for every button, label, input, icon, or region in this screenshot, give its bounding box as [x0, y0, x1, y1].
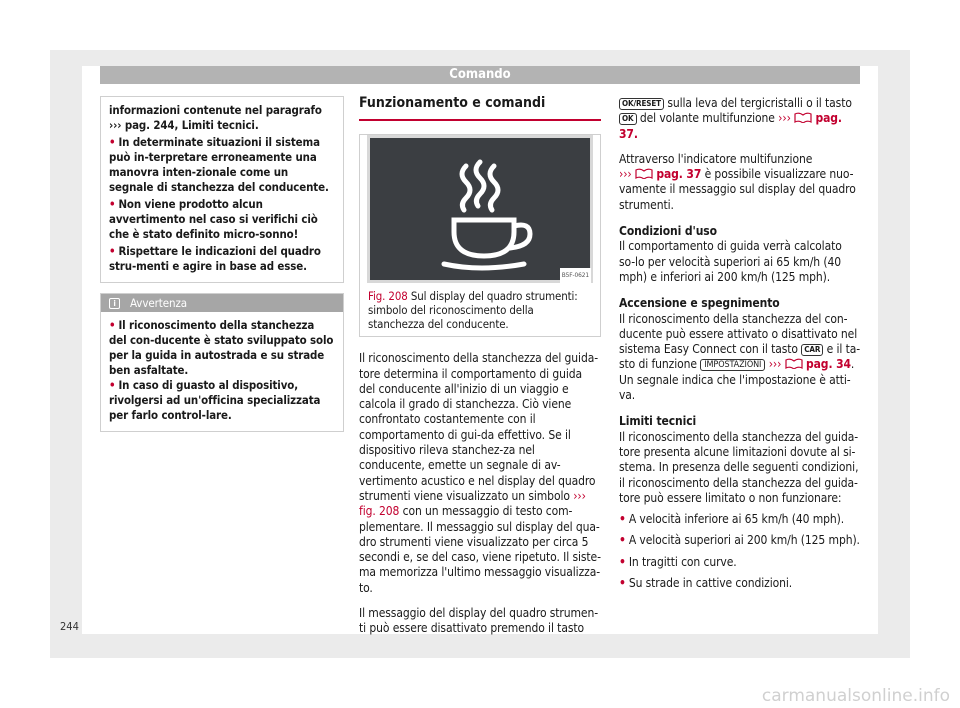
bullet-icon: •	[109, 197, 116, 211]
warning-item-text: Rispettare le indicazioni del quadro stru-menti e agire in base ad esse.	[109, 244, 321, 273]
ok-key-icon: OK	[619, 113, 637, 125]
list-item-text: Su strade in cattive condizioni.	[628, 576, 793, 591]
settings-key-icon: IMPOSTAZIONI	[700, 359, 765, 371]
paragraph: Il riconoscimento della stanchezza del guida-tore presenta alcune limitazioni dovute al si-stema. In presenza delle seguenti condizioni, il riconoscimento della stanchezza del guida-tore può essere limitato o non funzionare:	[619, 429, 859, 505]
column-left	[100, 96, 344, 432]
paragraph: Il comportamento di guida verrà calcolato so-lo per velocità superiori ai 65 km/h (40 mph) e inferiori ai 200 km/h (125 mph).	[619, 239, 842, 284]
book-icon	[785, 358, 803, 369]
list-item	[619, 512, 861, 527]
page-reference[interactable]: pag. 34	[806, 357, 851, 372]
info-icon: i	[109, 298, 120, 309]
figure-caption-text: Sul display del quadro strumenti: simbolo del riconoscimento della stanchezza del conducente.	[368, 289, 578, 332]
figure-208	[359, 134, 601, 337]
car-key-icon: CAR	[801, 344, 823, 356]
paragraph-text: e il ta-sto di funzione	[619, 342, 861, 372]
page-reference[interactable]: pag. 37	[656, 167, 702, 182]
subheading: Limiti tecnici	[619, 414, 697, 429]
list-item	[619, 533, 861, 548]
paragraph	[619, 96, 861, 142]
bullet-icon: •	[109, 135, 116, 149]
note-item-text: In caso di guasto al dispositivo, rivolgersi ad un'officina specializzata per farlo control-lare.	[109, 378, 321, 422]
page-number: 244	[60, 620, 79, 633]
note-header	[101, 294, 343, 312]
warning-box	[100, 96, 344, 283]
section-body	[359, 351, 601, 636]
ref-arrows: ›››	[778, 111, 791, 126]
ref-arrows: ›››	[768, 357, 782, 372]
section-title: Funzionamento e comandi	[359, 96, 601, 121]
warning-intro: informazioni contenute nel paragrafo ››› pag. 244, Limiti tecnici.	[109, 103, 322, 132]
warning-item	[109, 197, 335, 242]
note-item-text: Il riconoscimento della stanchezza del con-ducente è stato sviluppato solo per la guida in autostrada e su strade ben asfaltate.	[109, 318, 334, 377]
list-item-text: A velocità superiori ai 200 km/h (125 mph).	[628, 533, 860, 548]
figure-link[interactable]: ››› fig. 208	[359, 488, 586, 519]
list-item-text: In tragitti con curve.	[628, 554, 737, 569]
list-item	[619, 576, 861, 591]
paragraph-text: Attraverso l'indicatore multifunzione	[619, 151, 813, 166]
paragraph	[619, 152, 861, 213]
paragraph: Il messaggio del display del quadro strumen-ti può essere disattivato premendo il tasto	[359, 606, 599, 636]
page-reference[interactable]: pag. 37.	[619, 111, 842, 141]
bullet-icon: •	[619, 533, 626, 548]
bullet-icon: •	[109, 244, 116, 258]
column-right	[619, 96, 861, 591]
page-header: Comando	[100, 66, 860, 84]
subheading: Accensione e spegnimento	[619, 296, 780, 311]
paragraph	[619, 312, 861, 404]
bullet-icon: •	[109, 318, 116, 332]
note-item	[109, 318, 335, 378]
bullet-icon: •	[619, 512, 626, 527]
book-icon	[635, 168, 653, 179]
paragraph-text: Il riconoscimento della stanchezza del guida-tore determina il comportamento di guida del conducente all'inizio di un viaggio e calcola il grado di stanchezza. Ciò viene confrontato costantemente con il comportamento di gui-da effettivo. Se il dispositivo rileva stanchez-za nel conducente, emette un segnale di av-vertimento acustico e nel display del quadro strumenti viene visualizzato un simbolo	[359, 351, 599, 503]
paragraph-text: . Un segnale indica che l'impostazione è atti-va.	[619, 357, 855, 403]
book-icon	[794, 112, 812, 123]
list-item	[619, 555, 861, 570]
figure-image	[367, 135, 593, 283]
note-item	[109, 378, 335, 423]
note-body	[101, 312, 343, 431]
paragraph-text: sulla leva del tergicristalli o il tasto	[667, 96, 852, 110]
coffee-cup-icon	[370, 138, 590, 280]
warning-item-text: Non viene prodotto alcun avvertimento nel caso si verifichi ciò che è stato definito micro-sonno!	[109, 197, 318, 241]
list-item-text: A velocità inferiore ai 65 km/h (40 mph).	[628, 512, 845, 527]
ref-arrows: ›››	[619, 167, 632, 182]
column-middle	[359, 96, 601, 637]
paragraph-text: del volante multifunzione	[639, 111, 775, 126]
warning-item-text: In determinate situazioni il sistema può in-terpretare erroneamente una manovra inten-zionale come un segnale di stanchezza del conducente.	[109, 135, 329, 194]
paragraph-text: con un messaggio di testo com-plementare. Il messaggio sul display del qua-dro strumenti viene visualizzato per circa 5 secondi e, se del caso, viene ripetuto. Il siste-ma memorizza l'ultimo messaggio visualizza-to.	[359, 504, 601, 595]
figure-label: Fig. 208	[368, 289, 408, 304]
warning-item	[109, 244, 335, 274]
watermark: carmanualsonline.info	[761, 686, 950, 706]
paragraph-text: è possibile visualizzare nuo-vamente il messaggio sul display del quadro strumenti.	[619, 167, 856, 212]
bullet-icon: •	[619, 576, 626, 591]
bullet-icon: •	[109, 378, 116, 392]
bullet-icon: •	[619, 554, 626, 569]
instrument-display	[370, 138, 590, 280]
note-title: Avvertenza	[130, 296, 188, 310]
note-box	[100, 293, 344, 432]
figure-caption	[360, 283, 600, 331]
paragraph	[359, 351, 601, 596]
paragraph-text: Il riconoscimento della stanchezza del con-ducente può essere attivato o disattivato nel sistema Easy Connect con il tasto	[619, 311, 858, 357]
figure-code: B5F-0621	[560, 268, 591, 283]
warning-item	[109, 135, 335, 195]
subheading: Condizioni d'uso	[619, 224, 717, 239]
ok-reset-key-icon: OK/RESET	[619, 98, 664, 110]
